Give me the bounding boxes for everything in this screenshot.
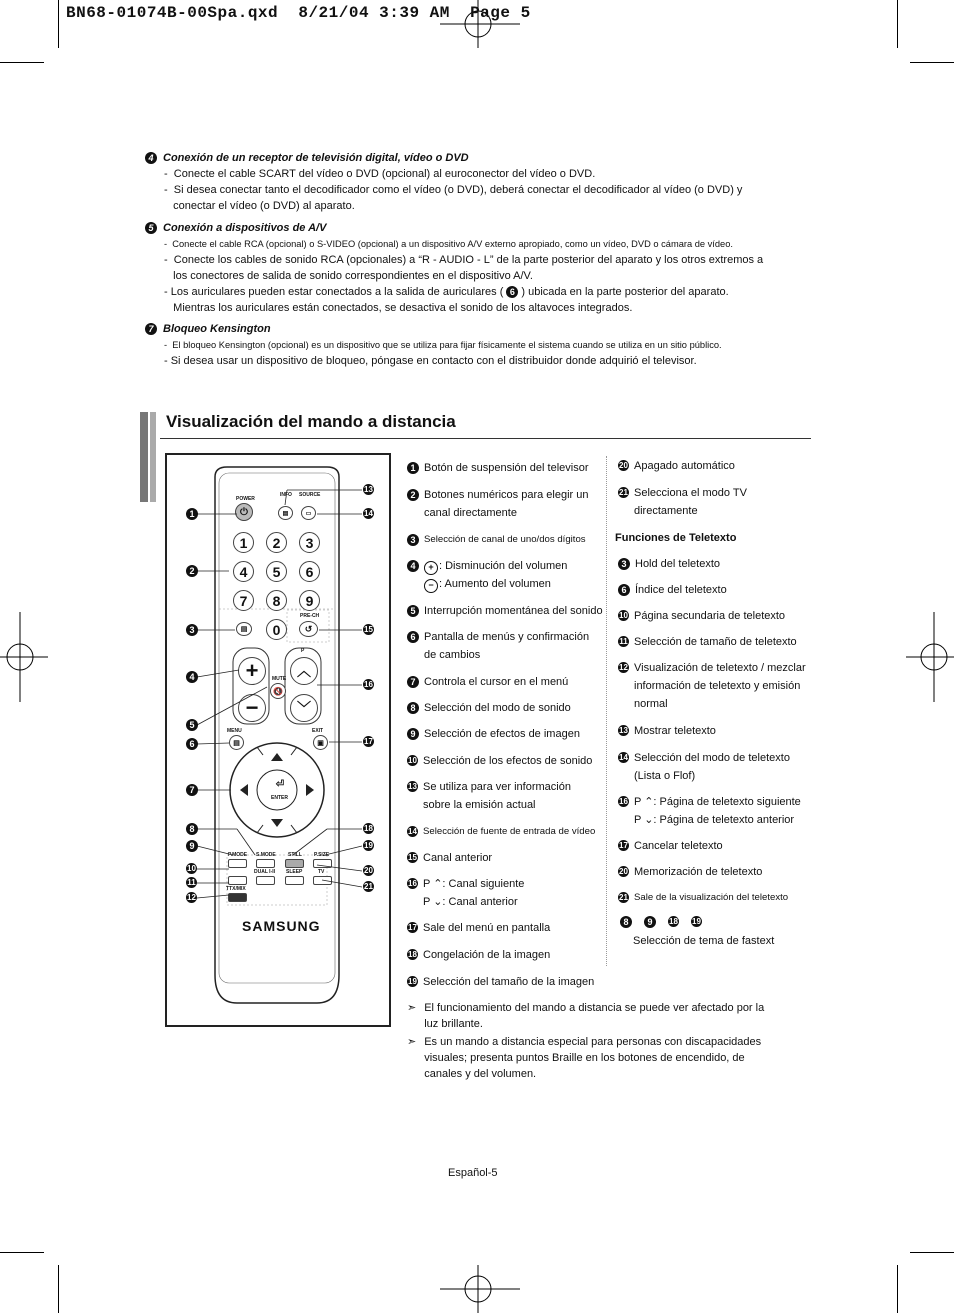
dual-label: DUAL I-II bbox=[254, 869, 276, 875]
digit-3-button[interactable]: 3 bbox=[299, 532, 320, 553]
section-title: Conexión de un receptor de televisión digital, vídeo o DVD bbox=[163, 152, 469, 164]
callout-12: 12 bbox=[187, 892, 196, 902]
digit-5-button[interactable]: 5 bbox=[266, 561, 287, 582]
callout-number: 7 bbox=[145, 323, 157, 335]
section-line: - Conecte el cable SCART del vídeo o DVD (opcional) al euroconector del vídeo o DVD. bbox=[164, 168, 596, 180]
list-item: 3 Hold del teletexto bbox=[618, 555, 818, 573]
volume-down-button[interactable]: − bbox=[238, 694, 266, 722]
volume-up-button[interactable]: + bbox=[238, 657, 266, 685]
chevron-down-icon: ⌄ bbox=[433, 896, 443, 908]
callout-21: 21 bbox=[364, 881, 373, 891]
list-item: 11 Selección de tamaño de teletexto bbox=[619, 636, 797, 648]
list-item: 3 Selección de canal de uno/dos dígitos bbox=[407, 531, 607, 549]
section-title: Bloqueo Kensington bbox=[163, 323, 271, 335]
note-item: ➣ El funcionamiento del mando a distancia se puede ver afectado por la luz brillante. bbox=[407, 1002, 765, 1030]
tv-label: TV bbox=[318, 869, 325, 875]
crop-mark bbox=[58, 1265, 59, 1313]
callout-11: 11 bbox=[187, 877, 196, 887]
crop-mark bbox=[897, 1265, 898, 1313]
callout-15: 15 bbox=[364, 624, 373, 634]
list-item: 21 Sale de la visualización del teletexto bbox=[619, 892, 789, 903]
p-label: P bbox=[301, 648, 305, 654]
source-button[interactable]: ▭ bbox=[301, 506, 316, 520]
page-footer: Español-5 bbox=[448, 1167, 498, 1179]
list-item: 16 P ⌃: Canal siguiente P ⌄: Canal anterior bbox=[408, 878, 525, 908]
registration-mark-icon bbox=[0, 612, 48, 702]
column-divider bbox=[606, 456, 607, 966]
callout-7: 7 bbox=[186, 784, 198, 796]
list-item: 10 Página secundaria de teletexto bbox=[619, 610, 786, 622]
menu-button[interactable]: ▤ bbox=[229, 735, 244, 750]
section-line: - Si desea conectar tanto el decodificador como el vídeo (o DVD), deberá conectar el decodificador al vídeo (o DVD) y bbox=[164, 184, 743, 196]
source-label: SOURCE bbox=[299, 492, 321, 498]
list-item: 17 Sale del menú en pantalla bbox=[408, 922, 551, 934]
button-descriptions-col2 bbox=[615, 457, 818, 950]
list-item: 14 Selección de fuente de entrada de vídeo bbox=[408, 826, 596, 837]
digit-8-button[interactable]: 8 bbox=[266, 590, 287, 611]
section-av-devices bbox=[148, 220, 824, 316]
callout-6: 6 bbox=[186, 738, 198, 750]
page-title: Visualización del mando a distancia bbox=[166, 412, 456, 431]
section-line: ) ubicada en la parte posterior del aparato. bbox=[521, 286, 729, 298]
channel-up-button[interactable]: ︿ bbox=[290, 657, 318, 685]
fastext-numbers: 8 9 18 19 bbox=[620, 916, 818, 928]
smode-label: S.MODE bbox=[256, 852, 276, 858]
list-item: 8 Selección del modo de sonido bbox=[407, 699, 607, 717]
section-line: - Los auriculares pueden estar conectados a la salida de auriculares ( bbox=[164, 286, 504, 298]
section-digital-receiver bbox=[148, 150, 824, 214]
digit-7-button[interactable]: 7 bbox=[233, 590, 254, 611]
section-line: - Conecte los cables de sonido RCA (opcionales) a “R - AUDIO - L” de la parte posterior del aparato y los otros extremos a bbox=[164, 254, 764, 266]
remote-brand-logo: SAMSUNG bbox=[242, 918, 321, 934]
prech-label: PRE-CH bbox=[300, 613, 320, 619]
digit-2-button[interactable]: 2 bbox=[266, 532, 287, 553]
list-item: 9 Selección de efectos de imagen bbox=[407, 725, 607, 743]
digit-0-button[interactable]: 0 bbox=[266, 619, 287, 640]
chevron-up-icon: ⌃ bbox=[644, 796, 654, 808]
list-item: 4 + : Disminución del volumen − : Aumento del volumen bbox=[407, 557, 607, 593]
list-item: 17 Cancelar teletexto bbox=[619, 840, 723, 852]
callout-3: 3 bbox=[186, 624, 198, 636]
callout-8: 8 bbox=[186, 823, 198, 835]
channel-down-button[interactable]: ﹀ bbox=[290, 694, 318, 722]
list-item: 2 Botones numéricos para elegir un canal directamente bbox=[407, 486, 607, 522]
list-item: 1 Botón de suspensión del televisor bbox=[407, 459, 607, 477]
list-item: 21 Selecciona el modo TV directamente bbox=[619, 487, 747, 517]
list-item: 20 Memorización de teletexto bbox=[619, 866, 763, 878]
digit-9-button[interactable]: 9 bbox=[299, 590, 320, 611]
heading-bar bbox=[140, 412, 148, 502]
ttx-label: TTX/MIX bbox=[226, 886, 246, 892]
menu-label: MENU bbox=[227, 728, 242, 734]
section-line: Mientras los auriculares están conectados, se desactiva el sonido de los altavoces integrados. bbox=[164, 302, 633, 314]
callout-number: 6 bbox=[506, 286, 518, 298]
sleep-label: SLEEP bbox=[286, 869, 303, 875]
list-item: 14 Selección del modo de teletexto (Lista o Flof) bbox=[619, 752, 790, 782]
crop-mark bbox=[910, 62, 954, 63]
callout-9: 9 bbox=[186, 840, 198, 852]
list-item: 16 P ⌃: Página de teletexto siguiente P ⌄: Página de teletexto anterior bbox=[619, 796, 801, 826]
crop-mark bbox=[897, 0, 898, 48]
section-line: - Conecte el cable RCA (opcional) o S-VIDEO (opcional) a un dispositivo A/V externo apropiado, como un vídeo, DVD o cámara de vídeo. bbox=[164, 239, 733, 249]
heading-bar bbox=[150, 412, 156, 502]
teletext-heading: Funciones de Teletexto bbox=[615, 532, 737, 544]
list-item: 15 Canal anterior bbox=[408, 852, 493, 864]
list-item: 20 Apagado automático bbox=[619, 460, 735, 472]
callout-10: 10 bbox=[187, 863, 196, 873]
callout-5: 5 bbox=[186, 719, 198, 731]
digit-select-button[interactable]: ▤ bbox=[236, 622, 252, 636]
section-line: los conectores de salida de sonido correspondientes en el dispositivo A/V. bbox=[164, 270, 533, 282]
section-line: - Si desea usar un dispositivo de bloqueo, póngase en contacto con el distribuidor donde adquirió el televisor. bbox=[164, 355, 697, 367]
info-label: INFO bbox=[280, 492, 292, 498]
psize-label: P.SIZE bbox=[314, 852, 330, 858]
chevron-up-icon: ⌃ bbox=[433, 878, 443, 890]
button-descriptions-col1 bbox=[407, 459, 607, 991]
list-item: 12 Visualización de teletexto / mezclar información de teletexto y emisión normal bbox=[619, 662, 806, 710]
section-kensington bbox=[148, 321, 824, 369]
arrow-note-icon: ➣ bbox=[407, 1002, 417, 1014]
enter-label: ENTER bbox=[271, 795, 288, 801]
callout-4: 4 bbox=[186, 671, 198, 683]
fastext-description: Selección de tema de fastext bbox=[633, 935, 775, 947]
section-line: conectar el vídeo (o DVD) al aparato. bbox=[164, 200, 355, 212]
section-title: Conexión a dispositivos de A/V bbox=[163, 222, 327, 234]
callout-14: 14 bbox=[364, 508, 373, 518]
list-item: 18 Congelación de la imagen bbox=[408, 949, 551, 961]
note-item: ➣ Es un mando a distancia especial para personas con discapacidades visuales; presenta puntos Braille en los botones de encendido, de canales y del volumen. bbox=[407, 1036, 762, 1080]
list-item: 10 Selección de los efectos de sonido bbox=[408, 755, 593, 767]
file-slug: BN68-01074B-00Spa.qxd 8/21/04 3:39 AM Page 5 bbox=[66, 4, 531, 22]
list-item: 5 Interrupción momentánea del sonido bbox=[407, 602, 607, 620]
crop-mark bbox=[0, 62, 44, 63]
section-line: - El bloqueo Kensington (opcional) es un dispositivo que se utiliza para fijar físicamente el sistema cuando se utiliza en un sitio público. bbox=[164, 340, 722, 350]
callout-18: 18 bbox=[364, 823, 373, 833]
list-item: 19 Selección del tamaño de la imagen bbox=[408, 976, 595, 988]
registration-mark-icon bbox=[906, 612, 954, 702]
exit-button[interactable]: ▣ bbox=[313, 735, 328, 750]
crop-mark bbox=[0, 1252, 44, 1253]
power-button[interactable]: ⏻ bbox=[235, 503, 253, 521]
pmode-label: P.MODE bbox=[228, 852, 248, 858]
callout-2: 2 bbox=[186, 565, 198, 577]
still-label: STILL bbox=[288, 852, 302, 858]
callout-leader-lines bbox=[167, 455, 389, 1025]
digit-1-button[interactable]: 1 bbox=[233, 532, 254, 553]
crop-mark bbox=[58, 0, 59, 48]
volume-up-icon: + bbox=[424, 561, 438, 575]
callout-13: 13 bbox=[364, 484, 373, 494]
info-button[interactable]: ▤ bbox=[278, 506, 293, 520]
callout-1: 1 bbox=[186, 508, 198, 520]
notes bbox=[407, 1000, 817, 1082]
prech-button[interactable]: ↺ bbox=[299, 621, 318, 637]
chevron-down-icon: ⌄ bbox=[644, 814, 654, 826]
list-item: 6 Índice del teletexto bbox=[618, 581, 818, 599]
digit-6-button[interactable]: 6 bbox=[299, 561, 320, 582]
exit-label: EXIT bbox=[312, 728, 324, 734]
callout-16: 16 bbox=[364, 679, 373, 689]
digit-4-button[interactable]: 4 bbox=[233, 561, 254, 582]
callout-19: 19 bbox=[364, 840, 373, 850]
callout-number: 4 bbox=[145, 152, 157, 164]
mute-button[interactable]: 🔇 bbox=[270, 683, 286, 699]
callout-17: 17 bbox=[364, 736, 373, 746]
power-label: POWER bbox=[236, 496, 255, 502]
list-item: 6 Pantalla de menús y confirmación de cambios bbox=[407, 628, 607, 664]
mute-label: MUTE bbox=[272, 676, 287, 682]
enter-button[interactable]: ⏎ bbox=[275, 778, 285, 790]
list-item: 13 Se utiliza para ver información sobre la emisión actual bbox=[408, 781, 571, 811]
heading-rule bbox=[160, 438, 811, 439]
arrow-note-icon: ➣ bbox=[407, 1036, 417, 1048]
callout-20: 20 bbox=[364, 865, 373, 875]
callout-number: 5 bbox=[145, 222, 157, 234]
volume-down-icon: − bbox=[424, 579, 438, 593]
list-item: 13 Mostrar teletexto bbox=[619, 725, 716, 737]
list-item: 7 Controla el cursor en el menú bbox=[407, 673, 607, 691]
crop-mark bbox=[910, 1252, 954, 1253]
registration-mark-icon bbox=[440, 1265, 520, 1313]
